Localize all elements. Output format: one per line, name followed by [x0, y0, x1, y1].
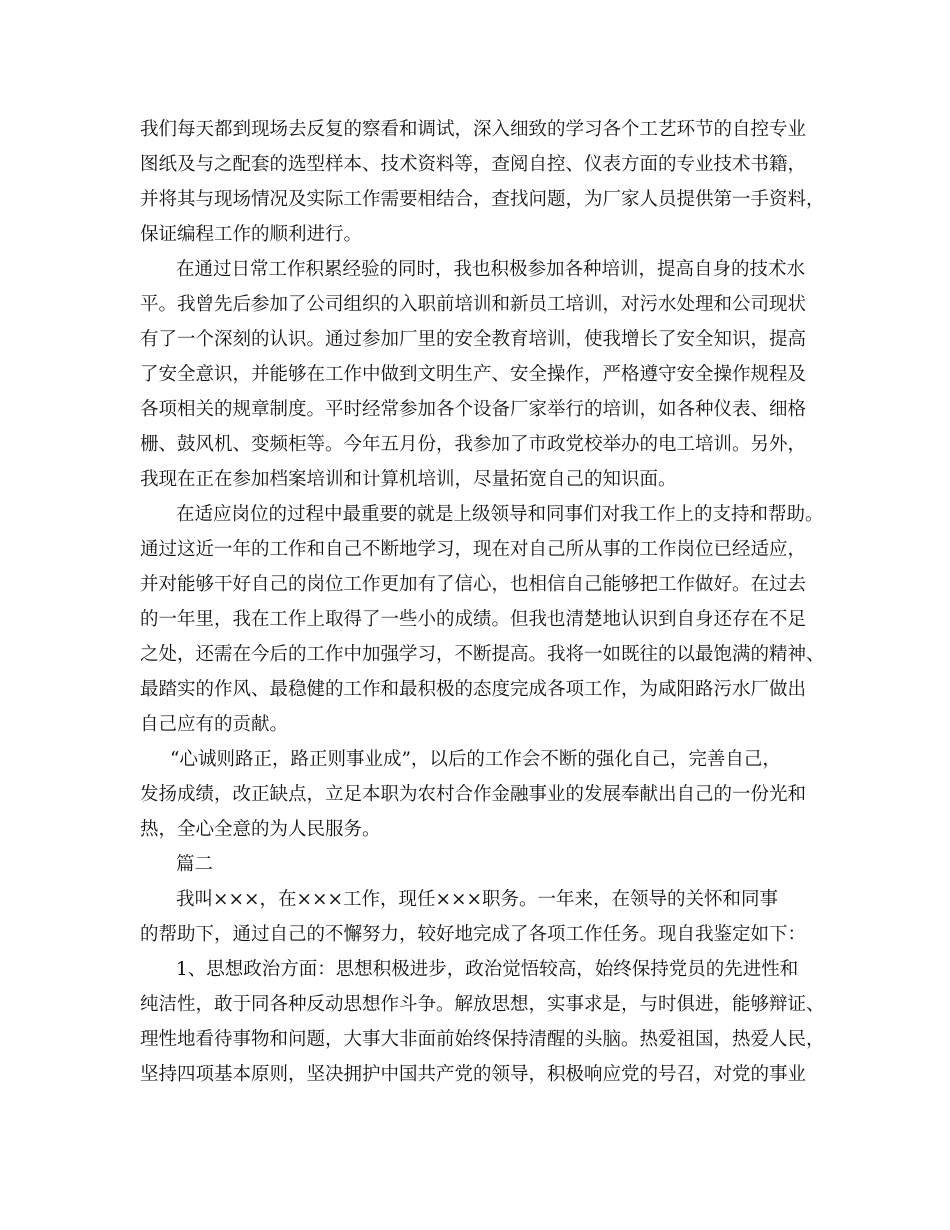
text-line: 保证编程工作的顺利进行。	[140, 224, 363, 245]
section-heading: 篇二	[176, 854, 214, 875]
text-line: 了安全意识，并能够在工作中做到文明生产、安全操作，严格遵守安全操作规程及	[140, 364, 807, 385]
text-line: 平。我曾先后参加了公司组织的入职前培训和新员工培训，对污水处理和公司现状	[140, 294, 807, 315]
text-line: 我现在正在参加档案培训和计算机培训，尽量拓宽自己的知识面。	[140, 469, 677, 490]
paragraph-start-line: 在通过日常工作积累经验的同时，我也积极参加各种培训，提高自身的技术水	[176, 259, 806, 280]
text-line: 图纸及与之配套的选型样本、技术资料等，查阅自控、仪表方面的专业技术书籍，	[140, 154, 807, 175]
text-line: 发扬成绩，改正缺点，立足本职为农村合作金融事业的发展奉献出自己的一份光和	[140, 784, 807, 805]
text-line: 纯洁性，敢于同各种反动思想作斗争。解放思想，实事求是，与时俱进，能够辩证、	[140, 994, 825, 1015]
text-line: 通过这近一年的工作和自己不断地学习，现在对自己所从事的工作岗位已经适应，	[140, 539, 807, 560]
text-line: 各项相关的规章制度。平时经常参加各个设备厂家举行的培训，如各种仪表、细格	[140, 399, 807, 420]
text-line: 最踏实的作风、最稳健的工作和最积极的态度完成各项工作，为咸阳路污水厂做出	[140, 679, 807, 700]
text-line: 的一年里，我在工作上取得了一些小的成绩。但我也清楚地认识到自身还存在不足	[140, 609, 807, 630]
text-line: 并对能够干好自己的岗位工作更加有了信心，也相信自己能够把工作做好。在过去	[140, 574, 807, 595]
paragraph-start-line: 我叫×××，在×××工作，现任×××职务。一年来，在领导的关怀和同事	[176, 889, 779, 910]
text-line: 自己应有的贡献。	[140, 714, 289, 735]
paragraph-start-line: 1、思想政治方面：思想积极进步，政治觉悟较高，始终保持党员的先进性和	[176, 959, 799, 980]
text-line: 的帮助下，通过自己的不懈努力，较好地完成了各项工作任务。现自我鉴定如下：	[140, 924, 807, 945]
text-line: 并将其与现场情况及实际工作需要相结合，查找问题，为厂家人员提供第一手资料，	[140, 189, 825, 210]
paragraph-start-line: 在适应岗位的过程中最重要的就是上级领导和同事们对我工作上的支持和帮助。	[176, 504, 824, 525]
quote-line: “心诚则路正，路正则事业成”，以后的工作会不断的强化自己，完善自己，	[170, 749, 781, 770]
text-line: 理性地看待事物和问题，大事大非面前始终保持清醒的头脑。热爱祖国，热爱人民，	[140, 1029, 825, 1050]
text-line: 之处，还需在今后的工作中加强学习，不断提高。我将一如既往的以最饱满的精神、	[140, 644, 825, 665]
text-line: 我们每天都到现场去反复的察看和调试，深入细致的学习各个工艺环节的自控专业	[140, 119, 807, 140]
text-line: 坚持四项基本原则，坚决拥护中国共产党的领导，积极响应党的号召，对党的事业	[140, 1064, 807, 1085]
text-line: 热，全心全意的为人民服务。	[140, 819, 381, 840]
text-line: 栅、鼓风机、变频柜等。今年五月份，我参加了市政党校举办的电工培训。另外，	[140, 434, 807, 455]
text-line: 有了一个深刻的认识。通过参加厂里的安全教育培训，使我增长了安全知识，提高	[140, 329, 807, 350]
